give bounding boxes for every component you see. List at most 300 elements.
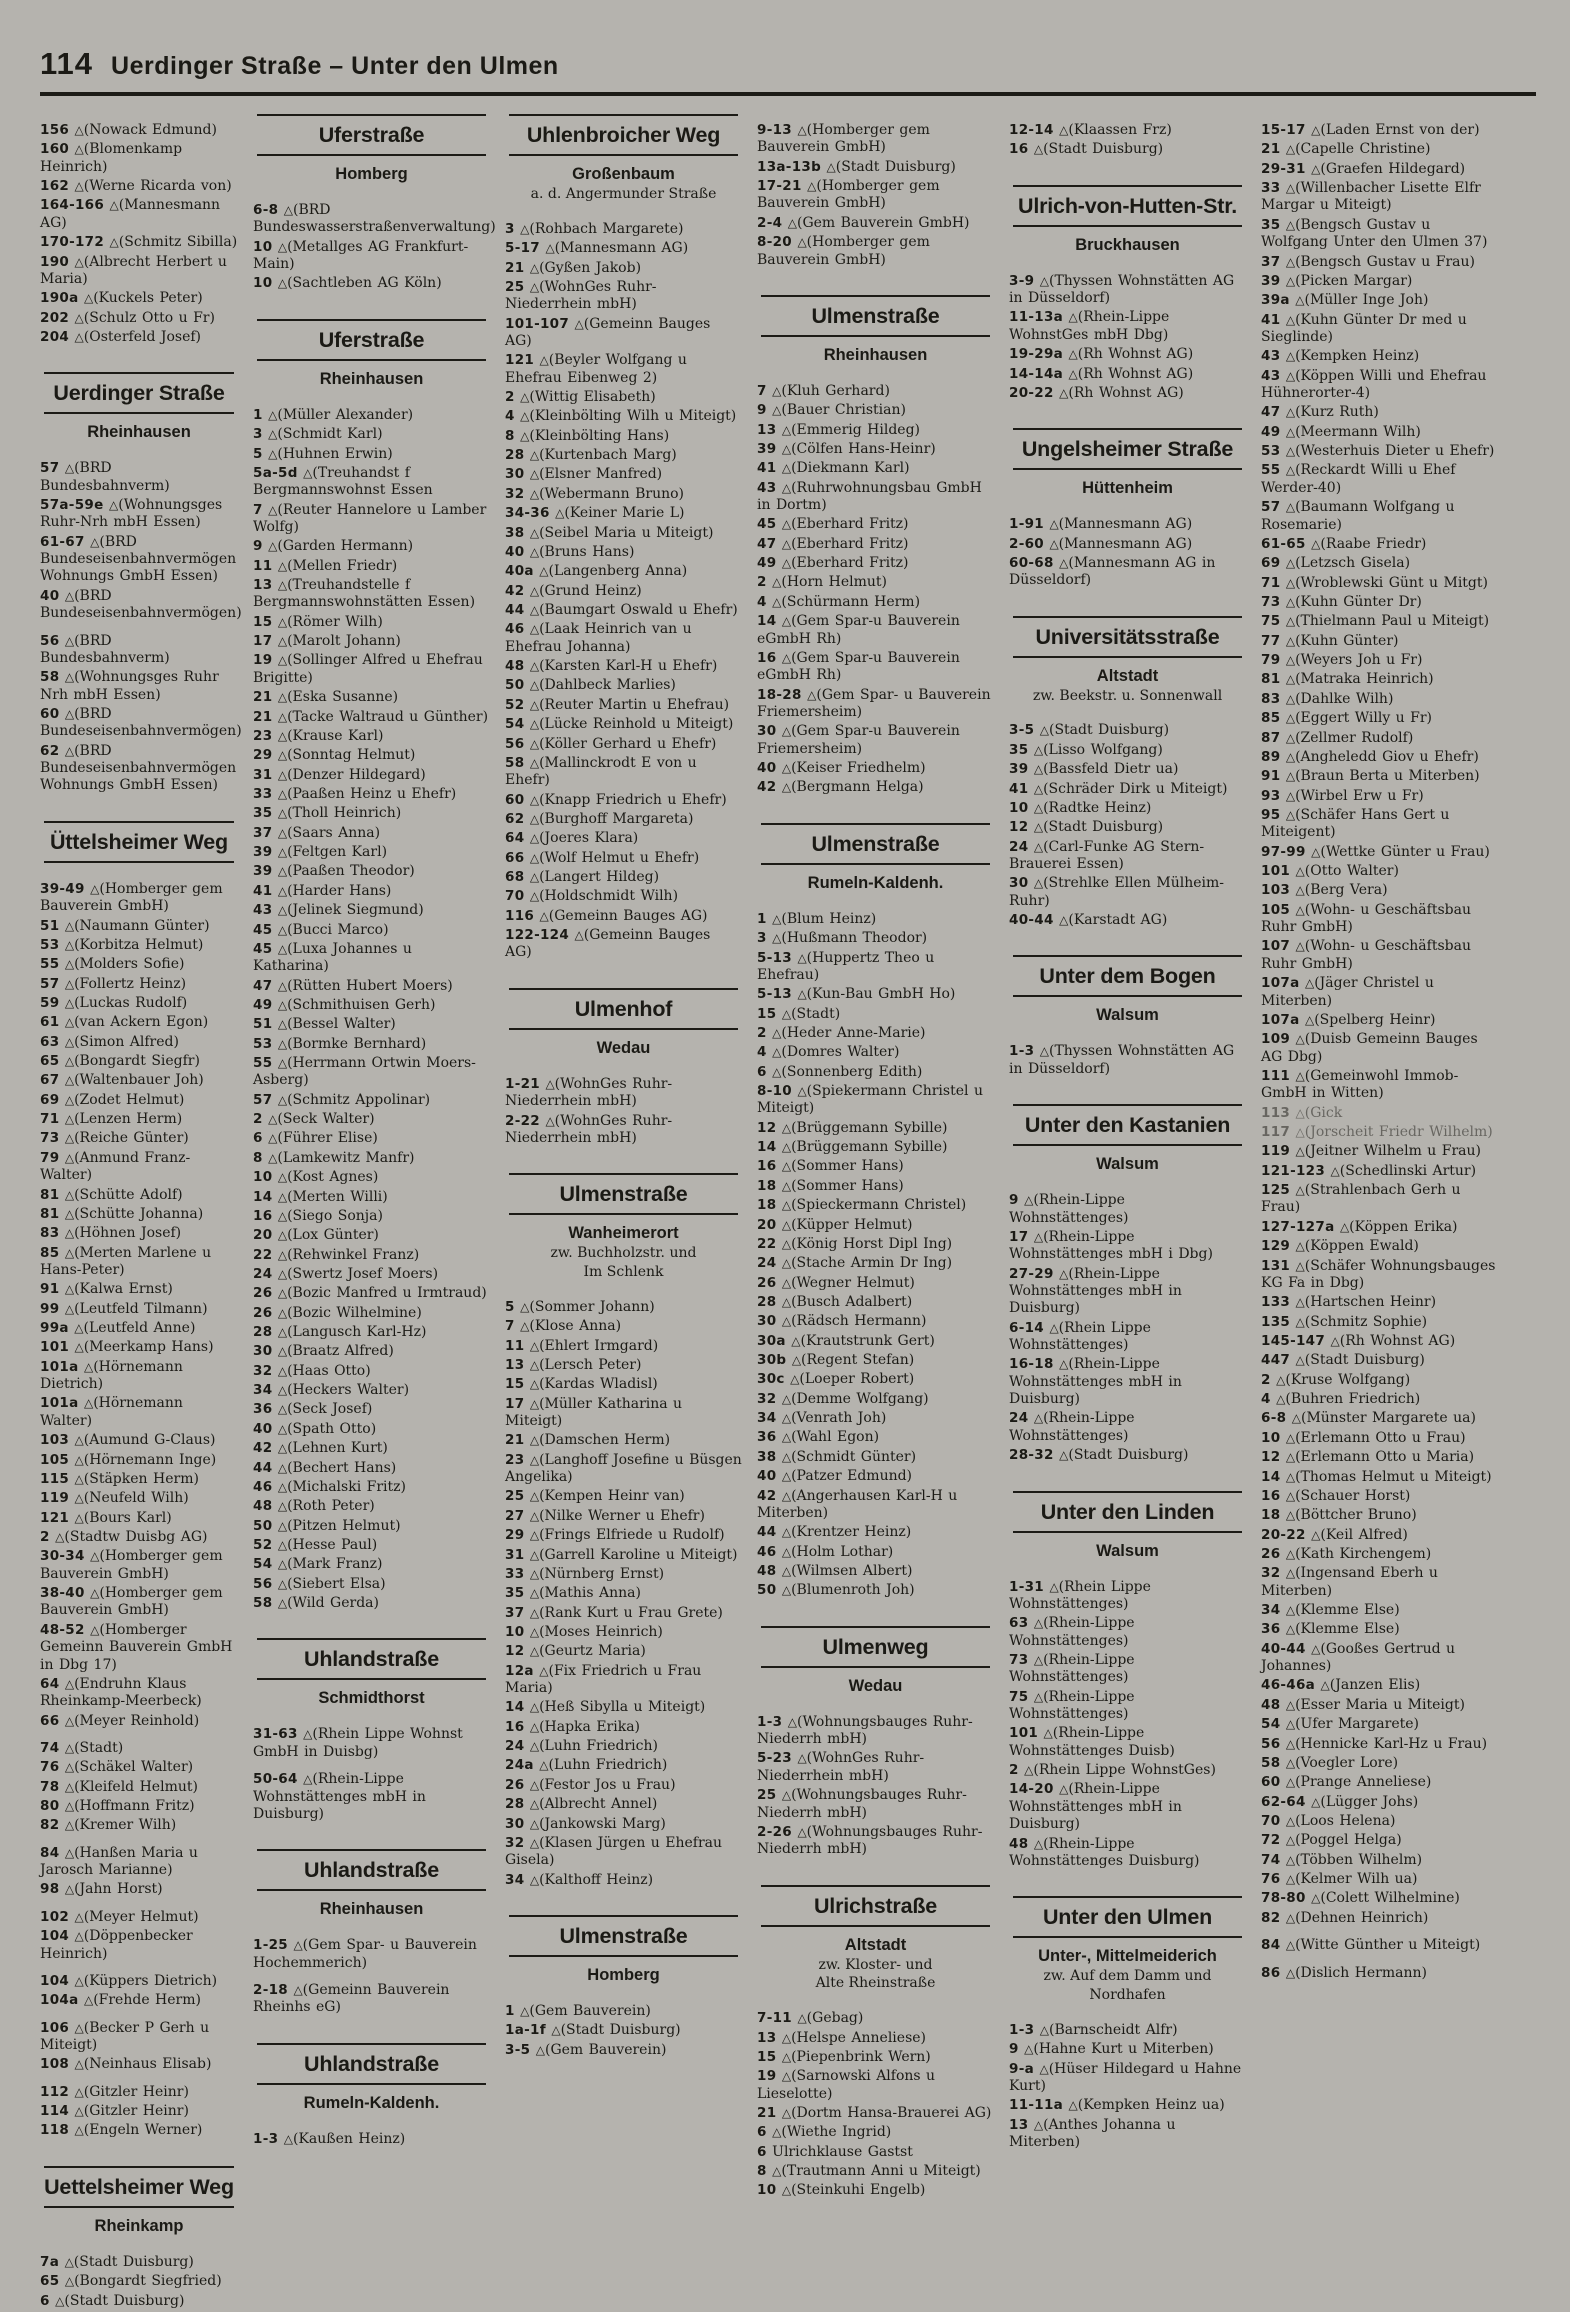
owner-triangle-icon: △ [277, 1228, 288, 1243]
directory-entry: 1-91 △(Mannesmann AG) [1009, 516, 1193, 533]
owner-triangle-icon: △ [277, 1189, 288, 1204]
directory-entry: 8-20 △(Homberger gem Bauverein GmbH) [757, 234, 930, 268]
house-number: 39 [757, 440, 777, 457]
street-name: Ulmenstraße [509, 1173, 738, 1215]
district-name: Rheinhausen [87, 423, 191, 442]
house-number: 118 [40, 2122, 70, 2139]
owner-triangle-icon: △ [1285, 1736, 1296, 1751]
house-number: 51 [253, 1016, 273, 1033]
directory-entry: 56 △(BRD Bundesbahnverm) [40, 632, 170, 666]
owner-triangle-icon: △ [545, 1076, 555, 1091]
house-number: 35 [1261, 216, 1281, 233]
owner-triangle-icon: △ [529, 1872, 540, 1887]
owner-triangle-icon: △ [1311, 123, 1321, 137]
house-number: 91 [40, 1281, 60, 1298]
directory-entry: 73 △(Kuhn Günter Dr) [1261, 593, 1422, 610]
directory-entry: 5-17 △(Mannesmann AG) [505, 240, 689, 257]
district-name: Unter-, Mittelmeiderich [1038, 1947, 1217, 1966]
owner-triangle-icon: △ [781, 1564, 792, 1578]
directory-entry: 78-80 △(Colett Wilhelmine) [1261, 1890, 1460, 1907]
directory-entry: 2-22 △(WohnGes Ruhr-Niederrhein mbH) [505, 1112, 673, 1146]
directory-entry: 24 △(Carl-Funke AG Stern-Brauerei Essen) [1009, 838, 1205, 872]
street-section-header [509, 1915, 738, 1985]
directory-entry: 19 △(Sarnowski Alfons u Lieselotte) [757, 2068, 936, 2102]
directory-entry: 107 △(Wohn- u Geschäftsbau Ruhr GmbH) [1261, 938, 1471, 972]
owner-triangle-icon: △ [539, 908, 549, 923]
owner-triangle-icon: △ [529, 1605, 540, 1620]
house-number: 12-14 [1009, 122, 1054, 138]
directory-entry: 74 △(Többen Wilhelm) [1261, 1851, 1423, 1868]
owner-triangle-icon: △ [539, 353, 549, 368]
owner-triangle-icon: △ [64, 1073, 75, 1088]
house-number: 25 [505, 1488, 525, 1505]
owner-triangle-icon: △ [277, 1596, 288, 1611]
owner-triangle-icon: △ [277, 1518, 288, 1533]
owner-triangle-icon: △ [277, 786, 288, 801]
house-number: 7 [505, 1318, 515, 1335]
owner-triangle-icon: △ [303, 465, 313, 480]
owner-triangle-icon: △ [1291, 1411, 1301, 1426]
house-number: 12 [1009, 819, 1029, 836]
house-number: 6-8 [1261, 1410, 1287, 1427]
directory-entry: 23 △(Langhoff Josefine u Büsgen Angelika) [505, 1451, 742, 1486]
directory-entry: 67 △(Waltenbauer Joh) [40, 1072, 204, 1089]
owner-triangle-icon: △ [74, 1471, 84, 1486]
owner-triangle-icon: △ [781, 1120, 792, 1135]
house-number: 42 [757, 779, 777, 796]
directory-entry: 7 △(Kluh Gerhard) [757, 382, 890, 399]
house-number: 9 [1009, 1192, 1019, 1209]
owner-triangle-icon: △ [277, 1538, 288, 1552]
owner-triangle-icon: △ [277, 845, 288, 860]
district-name: Homberg [587, 1965, 660, 1984]
owner-triangle-icon: △ [529, 1816, 540, 1831]
house-number: 2 [757, 574, 767, 591]
house-number: 21 [253, 708, 273, 725]
directory-entry: 48 △(Karsten Karl-H u Ehefr) [505, 658, 718, 675]
directory-entry: 60 △(BRD Bundeseisenbahnvermögen) [40, 705, 242, 740]
owner-triangle-icon: △ [807, 687, 817, 702]
house-number: 47 [1261, 404, 1281, 421]
owner-triangle-icon: △ [1285, 730, 1296, 745]
house-number: 2-60 [1009, 535, 1044, 552]
owner-triangle-icon: △ [277, 578, 288, 593]
owner-triangle-icon: △ [1285, 769, 1296, 784]
owner-triangle-icon: △ [277, 748, 288, 763]
owner-triangle-icon: △ [520, 428, 530, 443]
directory-entry: 26 △(Kath Kirchengem) [1261, 1545, 1432, 1562]
directory-entry: 81 △(Schütte Johanna) [40, 1205, 204, 1222]
owner-triangle-icon: △ [64, 633, 75, 648]
house-number: 98 [40, 1881, 60, 1898]
house-number: 26 [253, 1285, 273, 1302]
house-number: 12a [505, 1662, 534, 1679]
house-number: 104a [40, 1992, 79, 2009]
directory-entry: 13 △(Anthes Johanna u Miterben) [1009, 2116, 1176, 2151]
house-number: 3-5 [505, 2041, 531, 2058]
house-number: 39-49 [40, 880, 85, 897]
owner-triangle-icon: △ [74, 1452, 84, 1467]
directory-entry: 1-3 △(Barnscheidt Alfr) [1009, 2021, 1178, 2038]
house-number: 30 [757, 1313, 777, 1330]
house-number: 160 [40, 141, 70, 158]
directory-entry: 3 △(Hußmann Theodor) [757, 930, 928, 947]
house-number: 8-10 [757, 1083, 792, 1100]
house-number: 60 [40, 705, 60, 722]
house-number: 17 [1009, 1228, 1029, 1245]
house-number: 38-40 [40, 1585, 85, 1602]
directory-entry: 99a △(Leutfeld Anne) [40, 1320, 196, 1337]
house-number: 16 [1261, 1487, 1281, 1504]
directory-entry: 2-26 △(Wohnungsbauges Ruhr-Niederrh mbH) [757, 1823, 983, 1858]
directory-entry: 59 △(Luckas Rudolf) [40, 994, 188, 1011]
street-section-header [1013, 428, 1242, 498]
directory-entry: 93 △(Wirbel Erw u Fr) [1261, 787, 1424, 804]
district-name: Schmidthorst [318, 1689, 425, 1708]
house-number: 69 [1261, 555, 1281, 572]
owner-triangle-icon: △ [529, 736, 540, 751]
owner-triangle-icon: △ [268, 427, 278, 442]
street-name: Uferstraße [257, 114, 486, 156]
owner-triangle-icon: △ [277, 941, 288, 956]
owner-triangle-icon: △ [781, 761, 792, 776]
house-number: 32 [505, 1834, 525, 1851]
street-section-header [257, 114, 486, 184]
owner-triangle-icon: △ [277, 1305, 288, 1320]
owner-triangle-icon: △ [1285, 575, 1296, 590]
owner-triangle-icon: △ [1033, 839, 1044, 854]
house-number: 2-26 [757, 1823, 792, 1840]
owner-triangle-icon: △ [64, 1187, 75, 1202]
owner-triangle-icon: △ [1304, 1012, 1315, 1027]
directory-entry: 35 △(Mathis Anna) [505, 1585, 641, 1602]
house-number: 121 [40, 1509, 70, 1526]
owner-triangle-icon: △ [1285, 1469, 1296, 1484]
directory-entry: 16 △(Schauer Horst) [1261, 1487, 1411, 1504]
house-number: 17-21 [757, 178, 802, 195]
owner-triangle-icon: △ [64, 1226, 75, 1241]
owner-triangle-icon: △ [74, 329, 84, 344]
house-number: 33 [505, 1565, 525, 1582]
owner-triangle-icon: △ [64, 1282, 75, 1297]
house-number: 39 [1261, 272, 1281, 289]
owner-triangle-icon: △ [529, 717, 540, 732]
owner-triangle-icon: △ [529, 1700, 540, 1715]
house-number: 21 [253, 689, 273, 706]
owner-triangle-icon: △ [277, 1479, 288, 1494]
street-section-header [257, 1638, 486, 1708]
owner-triangle-icon: △ [1043, 1726, 1053, 1741]
owner-triangle-icon: △ [781, 1159, 792, 1174]
directory-entry: 39a △(Müller Inge Joh) [1261, 292, 1429, 309]
house-number: 44 [253, 1459, 273, 1476]
house-number: 121 [505, 352, 535, 369]
house-number: 2 [253, 1111, 263, 1128]
directory-entry: 37 △(Bengsch Gustav u Frau) [1261, 253, 1475, 270]
owner-triangle-icon: △ [74, 179, 84, 194]
directory-entry: 7 △(Klose Anna) [505, 1318, 622, 1335]
owner-triangle-icon: △ [1311, 1641, 1321, 1656]
street-section-header [44, 2166, 234, 2236]
house-number: 33 [253, 785, 273, 802]
directory-entry: 1-21 △(WohnGes Ruhr-Niederrhein mbH) [505, 1075, 673, 1110]
directory-entry: 34 △(Klemme Else) [1261, 1602, 1400, 1619]
directory-entry: 42 △(Grund Heinz) [505, 582, 642, 599]
directory-entry: 12-14 △(Klaassen Frz) [1009, 122, 1172, 138]
owner-triangle-icon: △ [1285, 691, 1296, 706]
page-title: Uerdinger Straße – Unter den Ulmen [111, 52, 559, 80]
directory-entry: 11 △(Mellen Friedr) [253, 557, 398, 574]
owner-triangle-icon: △ [64, 706, 75, 721]
owner-triangle-icon: △ [1295, 939, 1305, 954]
house-number: 5a-5d [253, 464, 298, 481]
owner-triangle-icon: △ [781, 1314, 792, 1329]
owner-triangle-icon: △ [64, 1301, 75, 1316]
house-number: 40-44 [1261, 1640, 1306, 1657]
district-name: Wedau [596, 1038, 651, 1057]
owner-triangle-icon: △ [807, 179, 817, 194]
house-number: 41 [1009, 780, 1029, 797]
owner-triangle-icon: △ [529, 755, 540, 770]
house-number: 29 [505, 1527, 525, 1544]
directory-entry: 190a △(Kuckels Peter) [40, 290, 203, 307]
directory-entry: 10 △(Kost Agnes) [253, 1169, 379, 1186]
owner-triangle-icon: △ [283, 203, 293, 217]
street-name: Uferstraße [257, 319, 486, 361]
directory-entry: 11-11a △(Kempken Heinz ua) [1009, 2097, 1225, 2114]
owner-triangle-icon: △ [268, 502, 278, 517]
owner-triangle-icon: △ [1285, 1430, 1296, 1445]
house-number: 14-14a [1009, 365, 1064, 382]
directory-entry: 101 △(Otto Walter) [1261, 863, 1399, 880]
owner-triangle-icon: △ [1059, 1266, 1069, 1281]
street-section-header [257, 319, 486, 389]
owner-triangle-icon: △ [1039, 723, 1049, 738]
directory-entry: 40 △(Keiser Friedhelm) [757, 760, 926, 777]
directory-entry: 40 △(Bruns Hans) [505, 543, 635, 560]
directory-entry: 104 △(Küppers Dietrich) [40, 1972, 218, 1989]
directory-entry: 60-68 △(Mannesmann AG in Düsseldorf) [1009, 554, 1216, 589]
house-number: 6 [757, 2124, 767, 2141]
directory-entry: 109 △(Duisb Gemeinn Bauges AG Dbg) [1261, 1031, 1478, 1065]
page-number: 114 [40, 46, 94, 81]
district-name: Wanheimerort [568, 1224, 679, 1243]
directory-entry: 10 △(Metallges AG Frankfurt-Main) [253, 238, 469, 273]
street-name: Unter den Linden [1013, 1491, 1242, 1533]
owner-triangle-icon: △ [781, 1583, 792, 1598]
house-number: 4 [757, 1044, 767, 1061]
house-number: 111 [1261, 1067, 1291, 1084]
directory-entry: 2-18 △(Gemeinn Bauverein Rheinhs eG) [253, 1981, 450, 2016]
street-section-header [761, 1885, 990, 1993]
owner-triangle-icon: △ [283, 2131, 293, 2146]
directory-entry: 49 △(Schmithuisen Gerh) [253, 996, 436, 1013]
owner-triangle-icon: △ [1024, 1193, 1034, 1208]
owner-triangle-icon: △ [303, 1772, 313, 1787]
house-number: 1-3 [1009, 1043, 1035, 1060]
directory-entry: 28 △(Busch Adalbert) [757, 1293, 913, 1310]
owner-triangle-icon: △ [1330, 1163, 1340, 1178]
house-number: 1-31 [1009, 1578, 1044, 1595]
house-number: 5-23 [757, 1750, 792, 1767]
directory-entry: 17 △(Marolt Johann) [253, 633, 401, 650]
directory-entry: 13a-13b △(Stadt Duisburg) [757, 158, 956, 175]
directory-entry: 31 △(Garrell Karoline u Miteigt) [505, 1546, 738, 1563]
owner-triangle-icon: △ [529, 1452, 540, 1467]
house-number: 61-67 [40, 533, 85, 550]
directory-entry: 43 △(Ruhrwohnungsbau GmbH in Dortm) [757, 479, 982, 514]
directory-entry: 20-22 △(Rh Wohnst AG) [1009, 384, 1184, 401]
house-number: 41 [757, 460, 777, 477]
owner-triangle-icon: △ [1285, 1717, 1296, 1732]
directory-entry: 33 △(Paaßen Heinz u Ehefr) [253, 785, 457, 802]
street-name: Ulrich-von-Hutten-Str. [1013, 185, 1242, 227]
directory-entry: 87 △(Zellmer Rudolf) [1261, 729, 1414, 746]
directory-entry: 21 △(Damschen Herm) [505, 1432, 671, 1449]
house-number: 56 [253, 1575, 273, 1592]
house-number: 13 [505, 1356, 525, 1373]
directory-entry: 4 △(Schürmann Herm) [757, 593, 921, 610]
house-number: 104 [40, 1972, 70, 1989]
owner-triangle-icon: △ [1285, 444, 1296, 459]
street-name: Uhlandstraße [257, 1849, 486, 1891]
house-number: 82 [1261, 1909, 1281, 1926]
owner-triangle-icon: △ [90, 881, 100, 896]
owner-triangle-icon: △ [781, 480, 792, 495]
house-number: 3-5 [1009, 722, 1035, 739]
street-note: zw. Kloster- und [818, 1956, 933, 1973]
entry-list [40, 2254, 238, 2310]
owner-triangle-icon: △ [1033, 2117, 1044, 2132]
owner-triangle-icon: △ [1339, 1219, 1350, 1234]
house-number: 46-46a [1261, 1677, 1316, 1694]
owner-triangle-icon: △ [529, 1528, 540, 1543]
directory-entry: 30b △(Regent Stefan) [757, 1352, 915, 1369]
directory-entry: 1 △(Müller Alexander) [253, 406, 414, 423]
owner-triangle-icon: △ [1295, 902, 1305, 917]
directory-entry: 4 △(Buhren Friedrich) [1261, 1391, 1421, 1408]
house-number: 2 [505, 389, 515, 406]
house-number: 7 [253, 501, 263, 518]
directory-entry: 55 △(Herrmann Ortwin Moers-Asberg) [253, 1055, 476, 1089]
owner-triangle-icon: △ [1311, 1794, 1321, 1809]
directory-entry: 39 △(Bassfeld Dietr ua) [1009, 761, 1179, 778]
directory-entry: 125 △(Strahlenbach Gerh u Frau) [1261, 1182, 1461, 1216]
owner-triangle-icon: △ [277, 1208, 288, 1223]
owner-triangle-icon: △ [529, 1357, 540, 1372]
directory-entry: 81 △(Schütte Adolf) [40, 1186, 183, 1203]
house-number: 65 [40, 1053, 60, 1070]
owner-triangle-icon: △ [277, 1421, 288, 1436]
owner-triangle-icon: △ [520, 1299, 530, 1314]
house-number: 21 [757, 2104, 777, 2121]
entry-list [1009, 1043, 1246, 1078]
street-name: Uerdinger Straße [44, 372, 234, 414]
owner-triangle-icon: △ [781, 1006, 792, 1021]
house-number: 5 [505, 1298, 515, 1315]
directory-entry: 16 △(Gem Spar-u Bauverein eGmbH Rh) [757, 649, 960, 684]
directory-entry: 39-49 △(Homberger gem Bauverein GmbH) [40, 880, 223, 915]
owner-triangle-icon: △ [529, 1547, 540, 1562]
house-number: 101 [1009, 1725, 1039, 1742]
owner-triangle-icon: △ [1039, 273, 1049, 288]
directory-entry: 51 △(Bessel Walter) [253, 1016, 396, 1033]
owner-triangle-icon: △ [529, 467, 540, 482]
house-number: 125 [1261, 1182, 1291, 1199]
house-number: 25 [757, 1787, 777, 1804]
directory-entry: 30 △(Elsner Manfred) [505, 466, 663, 483]
owner-triangle-icon: △ [1295, 1258, 1305, 1273]
owner-triangle-icon: △ [781, 724, 792, 739]
owner-triangle-icon: △ [529, 583, 540, 598]
district-name: Hüttenheim [1082, 479, 1173, 498]
owner-triangle-icon: △ [781, 2030, 792, 2045]
owner-triangle-icon: △ [781, 1544, 792, 1559]
directory-entry: 14-20 △(Rhein-Lippe Wohnstättenges mbH in Duisburg) [1009, 1781, 1182, 1833]
house-number: 8 [253, 1149, 263, 1166]
owner-triangle-icon: △ [772, 1045, 782, 1060]
owner-triangle-icon: △ [64, 743, 75, 758]
directory-entry: 85 △(Eggert Willy u Fr) [1261, 710, 1433, 727]
directory-entry: 13 △(Lersch Peter) [505, 1356, 642, 1373]
directory-entry: 8 △(Lamkewitz Manfr) [253, 1149, 415, 1166]
house-number: 3-9 [1009, 272, 1035, 289]
directory-entry: 9-a △(Hüser Hildegard u Hahne Kurt) [1009, 2060, 1242, 2094]
house-number: 43 [757, 479, 777, 496]
street-name: Uhlandstraße [257, 1638, 486, 1680]
street-note: zw. Buchholzstr. und [550, 1245, 697, 1262]
owner-triangle-icon: △ [64, 1882, 75, 1897]
house-number: 2 [757, 1024, 767, 1041]
owner-triangle-icon: △ [1285, 1566, 1296, 1581]
owner-triangle-icon: △ [1285, 807, 1296, 822]
house-number: 133 [1261, 1294, 1291, 1311]
directory-entry: 63 △(Rhein-Lippe Wohnstättenges) [1009, 1615, 1135, 1649]
owner-triangle-icon: △ [529, 1508, 540, 1523]
owner-triangle-icon: △ [826, 159, 836, 174]
directory-entry: 57 △(BRD Bundesbahnverm) [40, 460, 170, 494]
owner-triangle-icon: △ [529, 622, 540, 637]
owner-triangle-icon: △ [64, 1799, 75, 1814]
directory-entry: 76 △(Kelmer Wilh ua) [1261, 1871, 1418, 1888]
owner-triangle-icon: △ [1033, 1411, 1044, 1426]
owner-triangle-icon: △ [64, 1054, 75, 1069]
owner-triangle-icon: △ [90, 534, 100, 549]
owner-triangle-icon: △ [1330, 1334, 1340, 1348]
directory-entry: 44 △(Krentzer Heinz) [757, 1524, 912, 1541]
house-number: 21 [1261, 141, 1281, 158]
house-number: 61-65 [1261, 535, 1306, 552]
owner-triangle-icon: △ [74, 2020, 84, 2035]
owner-triangle-icon: △ [64, 588, 75, 603]
house-number: 67 [40, 1072, 60, 1089]
street-section-header [1013, 1491, 1242, 1561]
house-number: 21 [505, 1432, 525, 1449]
directory-entry: 39 △(Paaßen Theodor) [253, 863, 415, 880]
house-number: 99 [40, 1300, 60, 1317]
directory-entry: 113 △(Gick [1261, 1104, 1343, 1121]
owner-triangle-icon: △ [1285, 1833, 1296, 1848]
owner-triangle-icon: △ [1039, 1044, 1049, 1059]
house-number: 58 [1261, 1754, 1281, 1771]
owner-triangle-icon: △ [74, 1433, 84, 1448]
directory-entry: 15 △(Römer Wilh) [253, 613, 383, 630]
directory-entry: 24 △(Stache Armin Dr Ing) [757, 1255, 953, 1272]
owner-triangle-icon: △ [772, 2125, 782, 2140]
house-number: 101 [40, 1339, 70, 1356]
house-number: 20 [757, 1216, 777, 1233]
owner-triangle-icon: △ [529, 889, 540, 904]
